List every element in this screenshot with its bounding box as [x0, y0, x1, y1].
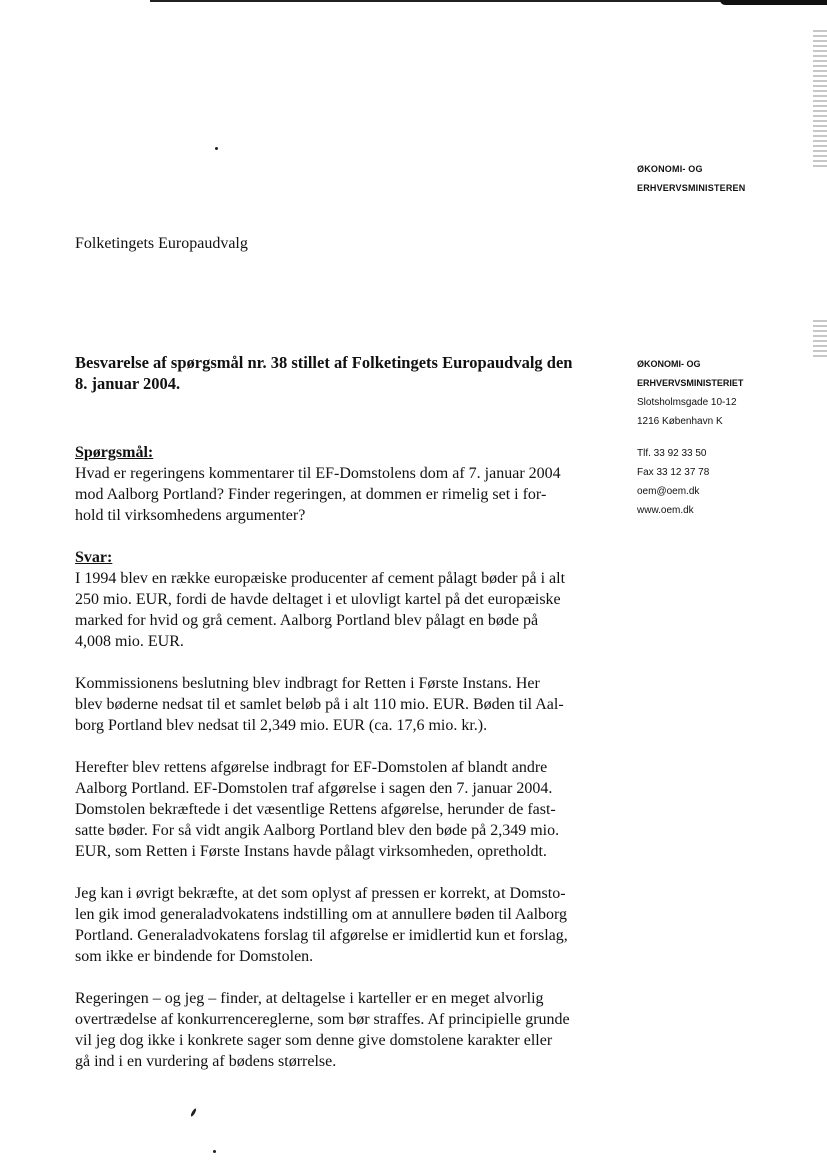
text-line: gå ind i en vurdering af bødens størrelse. [75, 1053, 337, 1070]
sidebar-address-line: 1216 København K [637, 416, 723, 427]
ministry-header-line: ERHVERVSMINISTEREN [637, 183, 746, 193]
text-line: overtrædelse af konkurrencereglerne, som bør straffes. Af principielle grunde [75, 1011, 570, 1028]
text-line: Kommissionens beslutning blev indbragt for Retten i Første Instans. Her [75, 675, 540, 692]
text-line: len gik imod generaladvokatens indstilling om at annullere bøden til Aalborg [75, 906, 568, 923]
text-line: Regeringen – og jeg – finder, at deltagelse i karteller er en meget alvorlig [75, 990, 544, 1007]
document-body [75, 352, 593, 1093]
text-line: 4,008 mio. EUR. [75, 633, 184, 650]
scan-speck [190, 1108, 197, 1117]
sidebar-contact [637, 355, 817, 520]
scan-speck [215, 147, 218, 150]
text-line: hold til virksomhedens argumenter? [75, 507, 306, 524]
title-line: Besvarelse af spørgsmål nr. 38 stillet af Folketingets Europaudvalg den [75, 353, 573, 372]
scan-top-edge [720, 0, 827, 5]
document-title [75, 352, 593, 394]
sidebar-website: www.oem.dk [637, 505, 694, 516]
text-line: som ikke er bindende for Domstolen. [75, 948, 314, 965]
text-line: satte bøder. For så vidt angik Aalborg Portland blev den bøde på 2,349 mio. [75, 822, 560, 839]
text-line: 250 mio. EUR, fordi de havde deltaget i et ulovligt kartel på det europæiske [75, 591, 561, 608]
ministry-header [637, 160, 745, 198]
text-line: EUR, som Retten i Første Instans havde pålagt virksomheden, opretholdt. [75, 843, 547, 860]
answer-paragraph [75, 757, 593, 862]
scan-speck [213, 1150, 216, 1153]
sidebar-org-line: ØKONOMI- OG [637, 359, 701, 369]
answer-paragraph [75, 673, 593, 736]
text-line: Herefter blev rettens afgørelse indbragt for EF-Domstolen af blandt andre [75, 759, 548, 776]
title-line: 8. januar 2004. [75, 374, 181, 393]
answer-paragraph [75, 883, 593, 967]
text-line: blev bøderne nedsat til et samlet beløb på i alt 110 mio. EUR. Bøden til Aal- [75, 696, 564, 713]
text-line: Portland. Generaladvokatens forslag til afgørelse er imidlertid kun et forslag, [75, 927, 568, 944]
answer-heading: Svar: [75, 549, 113, 566]
sidebar-fax: Fax 33 12 37 78 [637, 467, 710, 478]
sidebar-email: oem@oem.dk [637, 486, 700, 497]
sidebar-address-line: Slotsholmsgade 10-12 [637, 397, 737, 408]
answer-paragraph [75, 568, 593, 652]
question-heading: Spørgsmål: [75, 444, 154, 461]
text-line: marked for hvid og grå cement. Aalborg Portland blev pålagt en bøde på [75, 612, 539, 629]
scan-edge-noise [813, 320, 827, 360]
text-line: borg Portland blev nedsat til 2,349 mio. EUR (ca. 17,6 mio. kr.). [75, 717, 488, 734]
sidebar-org-line: ERHVERVSMINISTERIET [637, 378, 744, 388]
scan-edge-noise [813, 30, 827, 170]
text-line: mod Aalborg Portland? Finder regeringen, at dommen er rimelig set i for- [75, 486, 547, 503]
recipient: Folketingets Europaudvalg [75, 235, 248, 252]
text-line: Domstolen bekræftede i det væsentlige Rettens afgørelse, herunder de fast- [75, 801, 556, 818]
text-line: Jeg kan i øvrigt bekræfte, at det som oplyst af pressen er korrekt, at Domsto- [75, 885, 566, 902]
text-line: Hvad er regeringens kommentarer til EF-Domstolens dom af 7. januar 2004 [75, 465, 561, 482]
ministry-header-line: ØKONOMI- OG [637, 164, 703, 174]
answer-paragraph [75, 988, 593, 1072]
text-line: Aalborg Portland. EF-Domstolen traf afgørelse i sagen den 7. januar 2004. [75, 780, 553, 797]
question-text [75, 463, 593, 526]
text-line: vil jeg dog ikke i konkrete sager som denne give domstolene karakter eller [75, 1032, 553, 1049]
text-line: I 1994 blev en række europæiske producenter af cement pålagt bøder på i alt [75, 570, 566, 587]
sidebar-phone: Tlf. 33 92 33 50 [637, 448, 707, 459]
